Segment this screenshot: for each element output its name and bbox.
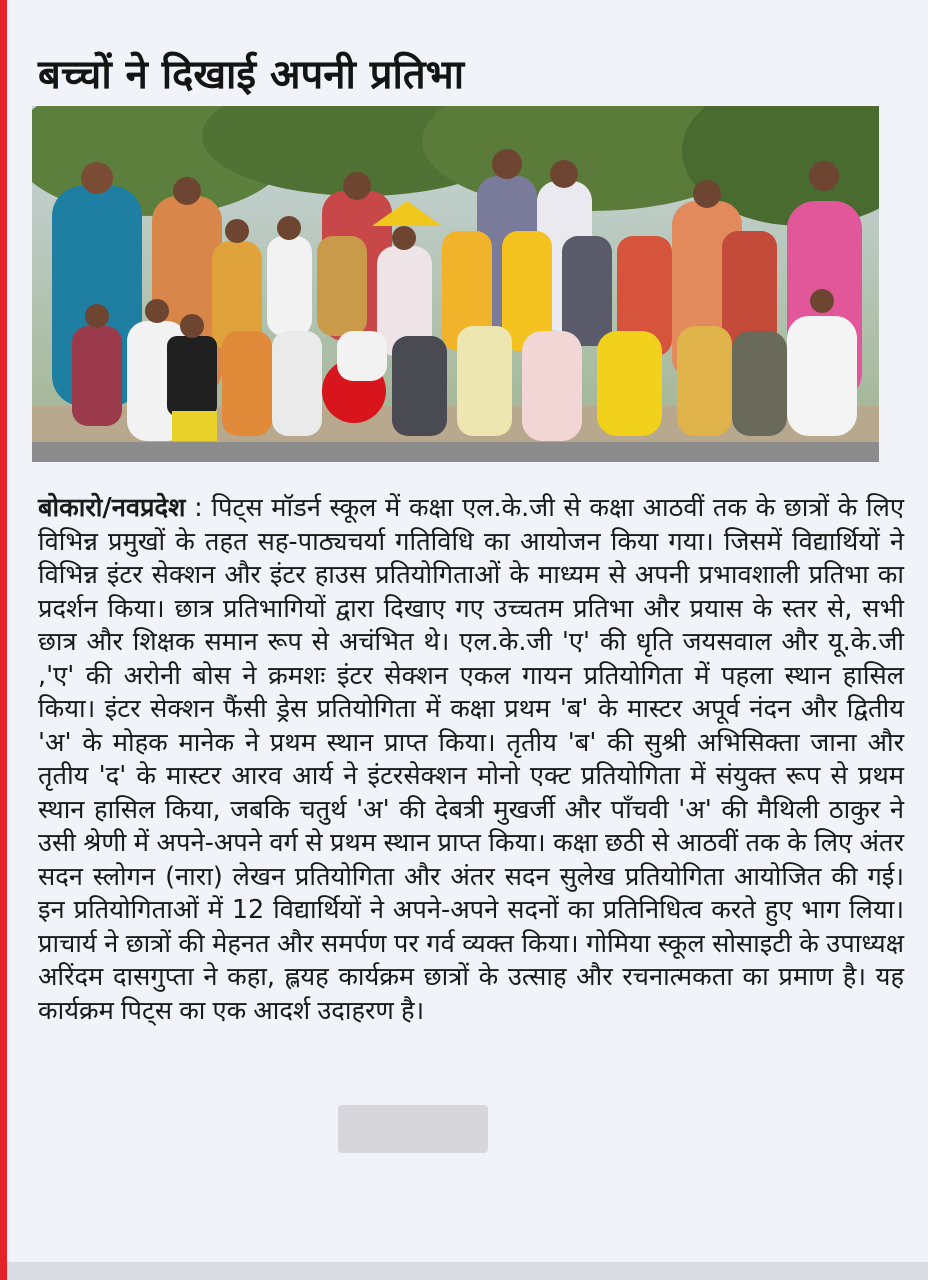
- bottom-edge: [7, 1262, 928, 1280]
- group-photo: [32, 106, 879, 462]
- group-photo-image: [32, 106, 879, 462]
- article-body: [38, 492, 904, 1028]
- dateline-separator: :: [185, 493, 212, 523]
- dateline: बोकारो/नवप्रदेश: [38, 493, 186, 523]
- page-margin-rule: [0, 0, 7, 1280]
- article-text: पिट्स मॉडर्न स्कूल में कक्षा एल.के.जी से कक्षा आठवीं तक के छात्रों के लिए विभिन्न प्रमुखों के तहत सह-पाठ्यचर्या गतिविधि का आयोजन किया गया। जिसमें विद्यार्थियों ने विभिन्न इंटर सेक्शन और इंटर हाउस प्रतियोगिताओं के माध्यम से अपनी प्रभावशाली प्रतिभा का प्रदर्शन किया। छात्र प्रतिभागियों द्वारा दिखाए गए उच्चतम प्रतिभा और प्रयास के स्तर से, सभी छात्र और शिक्षक समान रूप से अचंभित थे। एल.के.जी 'ए' की धृति जयसवाल और यू.के.जी ,'ए' की अरोनी बोस ने क्रमशः इंटर सेक्शन एकल गायन प्रतियोगिता में पहला स्थान हासिल किया। इंटर सेक्शन फैंसी ड्रेस प्रतियोगिता में कक्षा प्रथम 'ब' के मास्टर अपूर्व नंदन और द्वितीय 'अ' के मोहक मानेक ने प्रथम स्थान प्राप्त किया। तृतीय 'ब' की सुश्री अभिसिक्ता जाना और तृतीय 'द' के मास्टर आरव आर्य ने इंटरसेक्शन मोनो एक्ट प्रतियोगिता में संयुक्त रूप से प्रथम स्थान हासिल किया, जबकि चतुर्थ 'अ' की देबत्री मुखर्जी और पाँचवी 'अ' की मैथिली ठाकुर ने उसी श्रेणी में अपने-अपने वर्ग से प्रथम स्थान प्राप्त किया। कक्षा छठी से आठवीं तक के लिए अंतर सदन स्लोगन (नारा) लेखन प्रतियोगिता और अंतर सदन सुलेख प्रतियोगिता आयोजित की गई। इन प्रतियोगिताओं में 12 विद्यार्थियों ने अपने-अपने सदनों का प्रतिनिधित्व करते हुए भाग लिया। प्राचार्य ने छात्रों की मेहनत और समर्पण पर गर्व व्यक्त किया। गोमिया स्कूल सोसाइटी के उपाध्यक्ष अरिंदम दासगुप्ता ने कहा, ह्लयह कार्यक्रम छात्रों के उत्साह और रचनात्मकता का प्रमाण है। यह कार्यक्रम पिट्स का एक आदर्श उदाहरण है।: [38, 493, 905, 1026]
- watermark-overlay: [338, 1105, 488, 1153]
- page-title: बच्चों ने दिखाई अपनी प्रतिभा: [38, 51, 465, 98]
